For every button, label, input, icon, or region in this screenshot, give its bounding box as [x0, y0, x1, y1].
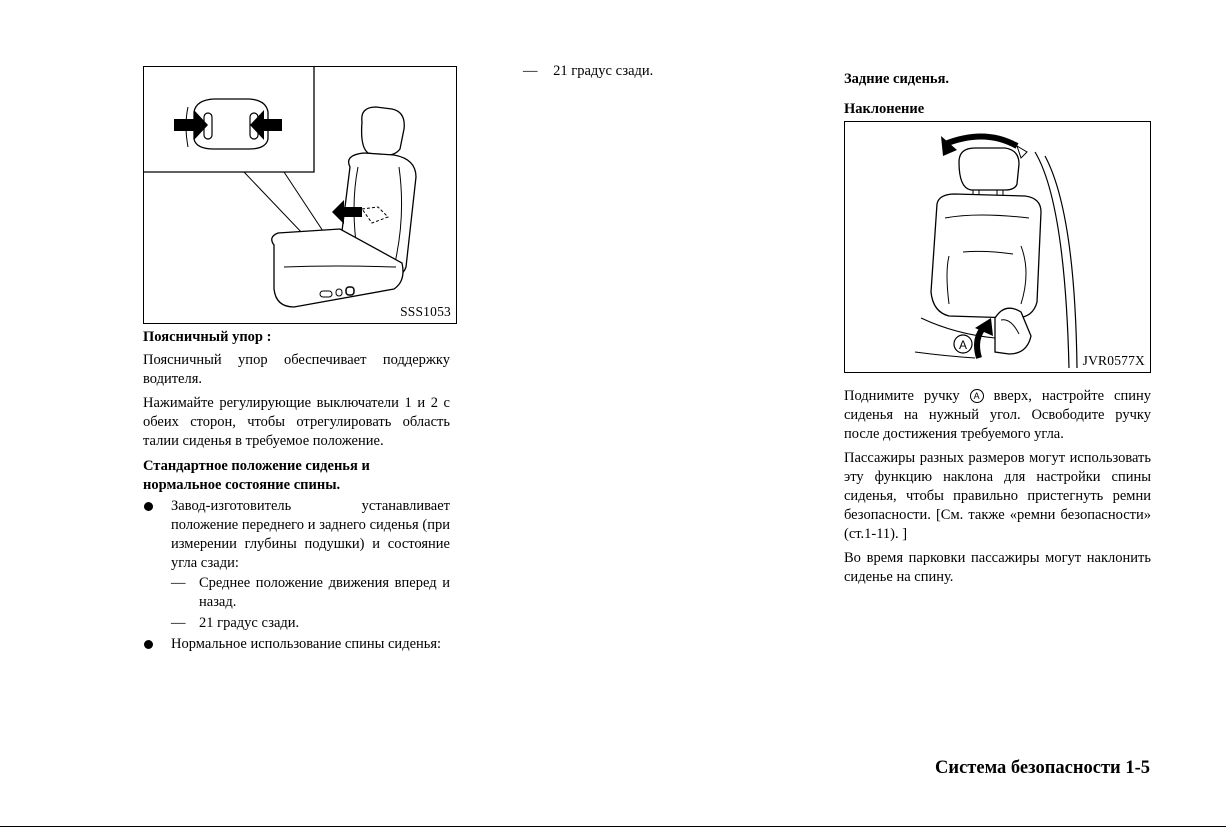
lumbar-heading: Поясничный упор : [143, 329, 272, 345]
seat-lumbar-illustration [144, 67, 457, 324]
figure-code-sss1053: SSS1053 [400, 304, 451, 319]
dash-item-middle-position [143, 574, 450, 612]
lumbar-paragraph-1: Поясничный упор обеспечивает поддержку водителя. [143, 352, 450, 387]
middle-dash-item [523, 62, 653, 81]
lumbar-paragraph-2: Нажимайте регулирующие выключатели 1 и 2 с обеих сторон, чтобы отрегулировать область талии сиденья в требуемое положение. [143, 395, 450, 449]
rear-seat-recline-figure [844, 121, 1151, 373]
reclining-heading: Наклонение [844, 101, 925, 117]
standard-heading-line-2: нормальное состояние спины. [143, 477, 341, 493]
standard-heading-line-1: Стандартное положение сиденья и [143, 458, 370, 474]
middle-dash-text: 21 градус сзади. [553, 63, 654, 79]
bullet-item-factory [143, 497, 450, 573]
bottom-rule [0, 826, 1226, 827]
left-text-block [143, 328, 450, 654]
dash-text-angle: 21 градус сзади. [199, 615, 300, 631]
dash-icon: — [523, 63, 538, 79]
callout-a-label: A [958, 338, 968, 352]
recline-p1-after: вверх, настройте спину сиденья на нужный угол. Освободите ручку после достижения требуемого угла. [844, 388, 1151, 442]
dash-item-angle [143, 614, 450, 633]
rear-seats-heading: Задние сиденья. [844, 71, 950, 87]
bullet-item-normal-use [143, 635, 450, 654]
bullet-dot-icon [144, 640, 153, 649]
dash-text-middle-position: Среднее положение движения вперед и назад. [199, 575, 450, 610]
bullet-dot-icon [144, 502, 153, 511]
dash-icon: — [171, 615, 186, 631]
bullet-text-normal-use: Нормальное использование спины сиденья: [171, 636, 442, 652]
recline-p1-before: Поднимите ручку [844, 388, 960, 404]
recline-paragraph-3: Во время парковки пассажиры могут наклонить сиденье на спину. [844, 550, 1151, 585]
recline-paragraph-2: Пассажиры разных размеров могут использовать эту функцию наклона для настройки спины сиденья, чтобы правильно пристегнуть ремни безопасности. [См. также «ремни безопасности» (ст.1-11). ] [844, 450, 1151, 542]
rear-seat-illustration [845, 122, 1151, 373]
lumbar-support-figure [143, 66, 457, 324]
figure-code-jvr0577x: JVR0577X [1082, 353, 1145, 368]
bullet-text-factory: Завод-изготовитель устанавливает положение переднего и заднего сиденья (при измерении глубины подушки) и состояние угла сзади: [171, 498, 450, 571]
handle-a-icon: A [970, 389, 984, 403]
recline-paragraph-1 [844, 387, 1151, 444]
standard-position-heading [143, 457, 450, 495]
right-text-block [844, 387, 1151, 592]
page-footer-title: Система безопасности 1-5 [935, 758, 1150, 778]
dash-icon: — [171, 575, 186, 591]
